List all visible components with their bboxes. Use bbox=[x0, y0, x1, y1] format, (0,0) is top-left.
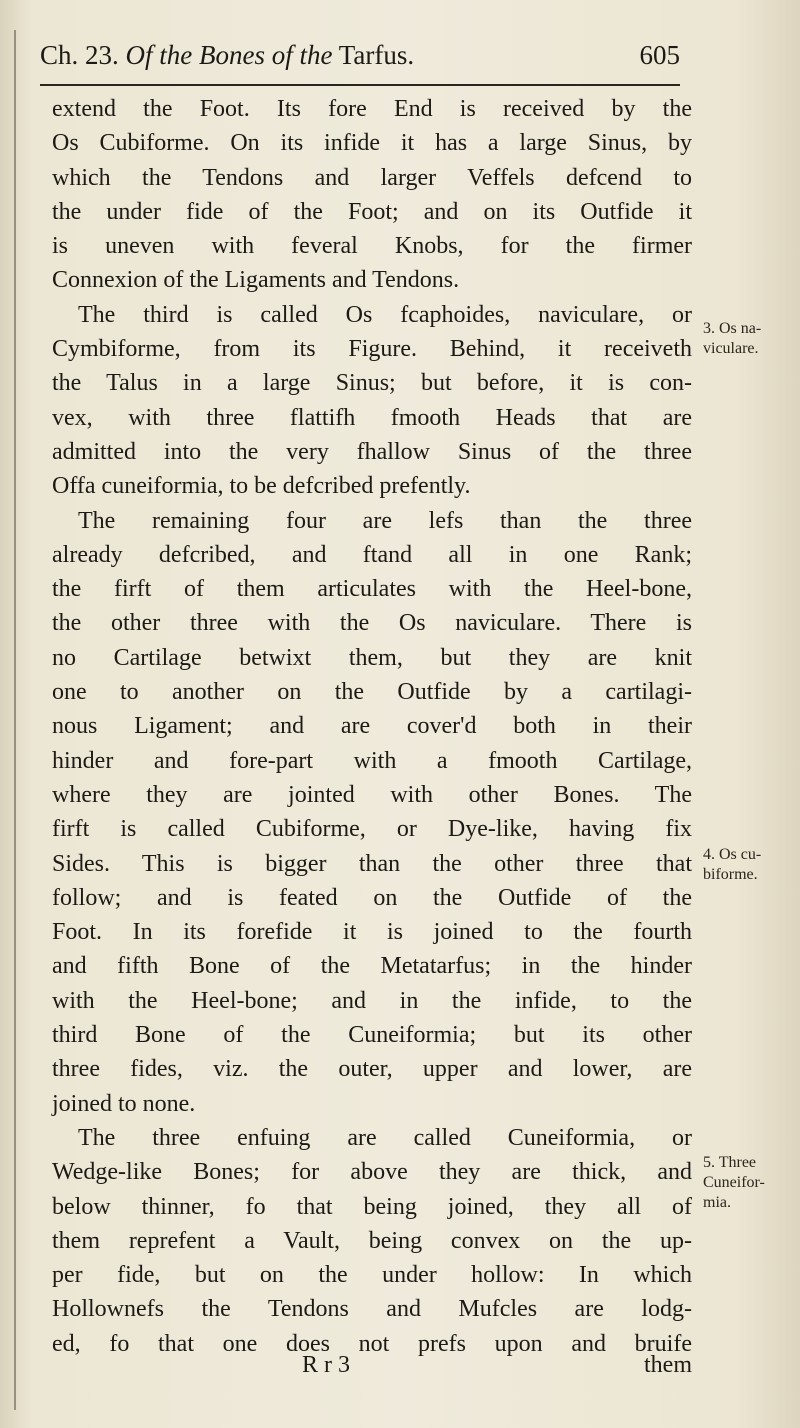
text-line: which the Tendons and larger Veffels defcend to bbox=[52, 164, 692, 191]
page-number: 605 bbox=[639, 40, 680, 70]
text-line: admitted into the very fhallow Sinus of the three bbox=[52, 438, 692, 465]
text-line: Offa cuneiformia, to be defcribed prefently. bbox=[52, 473, 471, 500]
text-line: vex, with three flattifh fmooth Heads that are bbox=[52, 404, 692, 431]
text-line: Connexion of the Ligaments and Tendons. bbox=[52, 267, 460, 294]
margin-note: 3. Os na- bbox=[703, 320, 762, 337]
text-line: the under fide of the Foot; and on its Outfide it bbox=[52, 198, 692, 225]
body-text bbox=[52, 92, 692, 1361]
margin-note: viculare. bbox=[703, 340, 759, 357]
text-line: joined to none. bbox=[52, 1090, 196, 1117]
text-line: already defcribed, and ftand all in one Rank; bbox=[52, 541, 692, 568]
text-line: Wedge-like Bones; for above they are thick, and bbox=[52, 1159, 692, 1186]
text-line: nous Ligament; and are cover'd both in their bbox=[52, 713, 692, 740]
text-line: Sides. This is bigger than the other three that bbox=[52, 850, 692, 877]
margin-note: 4. Os cu- bbox=[703, 846, 762, 863]
text-line: the other three with the Os naviculare. There is bbox=[52, 610, 692, 637]
text-line: Hollownefs the Tendons and Mufcles are lodg- bbox=[52, 1296, 692, 1323]
text-line: with the Heel-bone; and in the infide, to the bbox=[52, 987, 692, 1014]
text-line: Cymbiforme, from its Figure. Behind, it receiveth bbox=[52, 336, 692, 363]
text-line: The three enfuing are called Cuneiformia, or bbox=[78, 1124, 692, 1151]
text-line: The third is called Os fcaphoides, naviculare, or bbox=[78, 301, 692, 328]
text-line: the Talus in a large Sinus; but before, it is con- bbox=[52, 370, 692, 397]
running-title: Of the Bones of the bbox=[125, 40, 333, 70]
text-line: Foot. In its forefide it is joined to the fourth bbox=[52, 919, 692, 946]
margin-note: 5. Three bbox=[703, 1154, 757, 1171]
text-line: Os Cubiforme. On its infide it has a large Sinus, by bbox=[52, 130, 692, 157]
text-line: the firft of them articulates with the Heel-bone, bbox=[52, 576, 692, 603]
catchword: them bbox=[644, 1352, 692, 1378]
running-title-word: Tarfus. bbox=[338, 40, 415, 70]
text-line: follow; and is feated on the Outfide of the bbox=[52, 884, 692, 911]
header-rule bbox=[40, 84, 680, 86]
text-line: them reprefent a Vault, being convex on the up- bbox=[52, 1227, 692, 1254]
text-line: The remaining four are lefs than the three bbox=[78, 507, 692, 534]
text-line: one to another on the Outfide by a cartilagi- bbox=[52, 679, 692, 706]
text-line: firft is called Cubiforme, or Dye-like, having fix bbox=[52, 816, 692, 843]
text-line: per fide, but on the under hollow: In which bbox=[52, 1262, 692, 1289]
page-header bbox=[40, 40, 680, 80]
text-line: where they are jointed with other Bones. The bbox=[52, 781, 692, 808]
text-line: no Cartilage betwixt them, but they are knit bbox=[52, 644, 692, 671]
text-line: ed, fo that one does not prefs upon and bruife bbox=[52, 1330, 692, 1357]
signature-mark: R r 3 bbox=[302, 1352, 350, 1378]
text-line: is uneven with feveral Knobs, for the firmer bbox=[52, 233, 692, 260]
text-line: third Bone of the Cuneiformia; but its other bbox=[52, 1022, 692, 1049]
text-line: three fides, viz. the outer, upper and lower, are bbox=[52, 1056, 692, 1083]
gutter-shadow bbox=[14, 30, 16, 1410]
margin-note: biforme. bbox=[703, 866, 758, 883]
text-line: and fifth Bone of the Metatarfus; in the hinder bbox=[52, 953, 692, 980]
page-footer bbox=[52, 1352, 692, 1386]
margin-note: mia. bbox=[703, 1194, 731, 1211]
text-line: below thinner, fo that being joined, they all of bbox=[52, 1193, 692, 1220]
text-line: hinder and fore-part with a fmooth Cartilage, bbox=[52, 747, 692, 774]
running-head bbox=[40, 40, 414, 71]
margin-note: Cuneifor- bbox=[703, 1174, 765, 1191]
text-line: extend the Foot. Its fore End is received by the bbox=[52, 96, 692, 122]
chapter-label: Ch. 23. bbox=[40, 40, 119, 70]
